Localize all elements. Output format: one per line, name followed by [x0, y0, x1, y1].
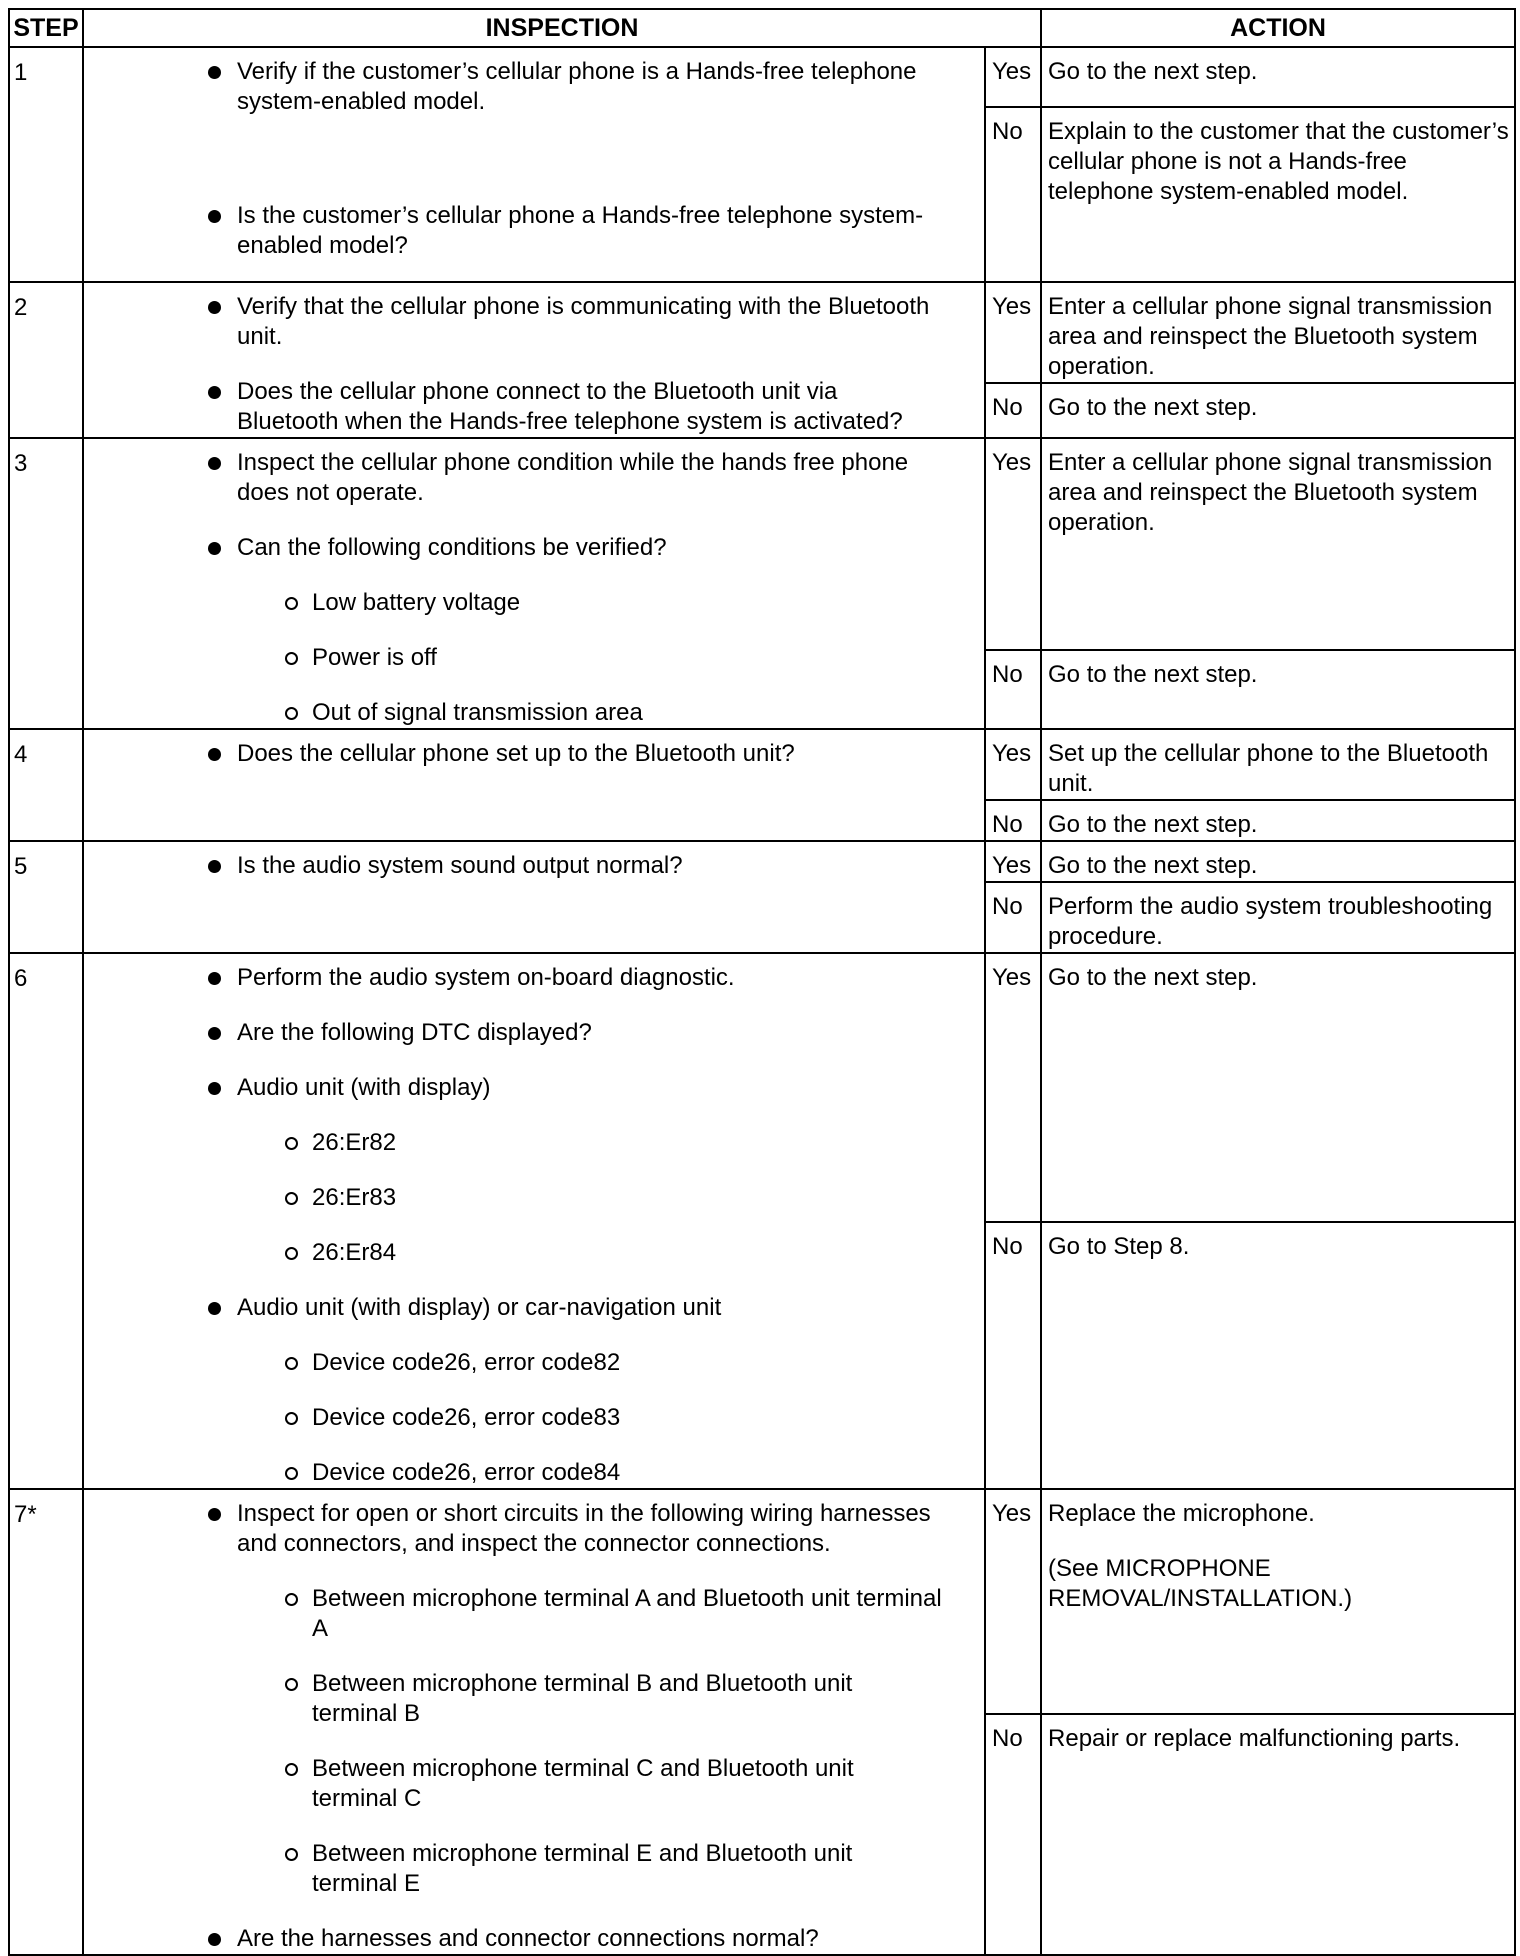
table-row-step-2: [9, 282, 1515, 383]
yes-label: Yes: [985, 438, 1041, 650]
sub-item: Device code26, error code82: [84, 1348, 944, 1378]
list-item: Is the audio system sound output normal?: [84, 851, 944, 881]
list-item: Perform the audio system on-board diagnostic.: [84, 963, 944, 993]
action-header: ACTION: [1041, 9, 1515, 47]
bullet-icon: [208, 1302, 221, 1315]
no-action: Go to the next step.: [1041, 800, 1515, 841]
inspection-cell: [83, 47, 985, 282]
circle-bullet-icon: [285, 1678, 298, 1691]
circle-bullet-icon: [285, 1192, 298, 1205]
table-row-step-7: [9, 1489, 1515, 1714]
inspection-cell: [83, 1489, 985, 1955]
step-number: 5: [9, 841, 83, 953]
bullet-icon: [208, 66, 221, 79]
inspection-cell: [83, 282, 985, 438]
bullet-icon: [208, 748, 221, 761]
yes-label: Yes: [985, 841, 1041, 882]
circle-bullet-icon: [285, 1357, 298, 1370]
table-row-step-6: [9, 953, 1515, 1222]
table-row-step-5: [9, 841, 1515, 882]
no-action: Repair or replace malfunctioning parts.: [1041, 1714, 1515, 1955]
bullet-icon: [208, 301, 221, 314]
bullet-icon: [208, 1933, 221, 1946]
step-number: 4: [9, 729, 83, 841]
bullet-icon: [208, 1027, 221, 1040]
bullet-icon: [208, 210, 221, 223]
no-label: No: [985, 1222, 1041, 1489]
header-row: [9, 9, 1515, 47]
sub-item: Device code26, error code83: [84, 1403, 944, 1433]
sub-item: Out of signal transmission area: [84, 698, 944, 728]
inspection-cell: [83, 953, 985, 1489]
circle-bullet-icon: [285, 1137, 298, 1150]
list-item: Does the cellular phone set up to the Bluetooth unit?: [84, 739, 944, 769]
step-number: 3: [9, 438, 83, 729]
sub-item: Device code26, error code84: [84, 1458, 944, 1488]
yes-action: Go to the next step.: [1041, 47, 1515, 107]
troubleshooting-table: [8, 8, 1516, 1956]
list-item: Verify that the cellular phone is communicating with the Bluetooth unit.: [84, 292, 944, 352]
circle-bullet-icon: [285, 707, 298, 720]
no-action: Go to the next step.: [1041, 650, 1515, 729]
no-action: Go to the next step.: [1041, 383, 1515, 438]
no-label: No: [985, 800, 1041, 841]
list-item: Inspect for open or short circuits in the following wiring harnesses and connectors, and inspect the connector connections.: [84, 1499, 944, 1559]
no-label: No: [985, 383, 1041, 438]
sub-item: Between microphone terminal A and Bluetooth unit terminal A: [84, 1584, 944, 1644]
sub-item: 26:Er83: [84, 1183, 944, 1213]
inspection-header: INSPECTION: [83, 9, 1041, 47]
inspection-cell: [83, 729, 985, 841]
circle-bullet-icon: [285, 1848, 298, 1861]
no-label: No: [985, 107, 1041, 282]
sub-item: Power is off: [84, 643, 944, 673]
yes-action: Go to the next step.: [1041, 841, 1515, 882]
step-number: 7*: [9, 1489, 83, 1955]
sub-item: 26:Er84: [84, 1238, 944, 1268]
bullet-icon: [208, 386, 221, 399]
bullet-icon: [208, 457, 221, 470]
step-number: 6: [9, 953, 83, 1489]
sub-item: Between microphone terminal B and Bluetooth unit terminal B: [84, 1669, 944, 1729]
yes-label: Yes: [985, 953, 1041, 1222]
step-number: 1: [9, 47, 83, 282]
no-label: No: [985, 1714, 1041, 1955]
yes-label: Yes: [985, 47, 1041, 107]
list-item: Inspect the cellular phone condition while the hands free phone does not operate.: [84, 448, 944, 508]
no-label: No: [985, 650, 1041, 729]
table-row-step-1: [9, 47, 1515, 107]
no-action: Go to Step 8.: [1041, 1222, 1515, 1489]
sub-item: Between microphone terminal E and Bluetooth unit terminal E: [84, 1839, 944, 1899]
circle-bullet-icon: [285, 1467, 298, 1480]
no-label: No: [985, 882, 1041, 953]
table-row-step-4: [9, 729, 1515, 800]
procedure-sheet: [8, 8, 1515, 1952]
sub-item: 26:Er82: [84, 1128, 944, 1158]
list-item: Audio unit (with display) or car-navigation unit: [84, 1293, 944, 1323]
step-header: STEP: [9, 9, 83, 47]
sub-item: Between microphone terminal C and Bluetooth unit terminal C: [84, 1754, 944, 1814]
circle-bullet-icon: [285, 1247, 298, 1260]
yes-label: Yes: [985, 1489, 1041, 1714]
list-item: Audio unit (with display): [84, 1073, 944, 1103]
yes-label: Yes: [985, 282, 1041, 383]
list-item: Can the following conditions be verified?: [84, 533, 944, 563]
list-item: Is the customer’s cellular phone a Hands-free telephone system-enabled model?: [84, 201, 944, 261]
circle-bullet-icon: [285, 1763, 298, 1776]
circle-bullet-icon: [285, 597, 298, 610]
yes-action: Replace the microphone. (See MICROPHONE REMOVAL/INSTALLATION.): [1041, 1489, 1515, 1714]
bullet-icon: [208, 972, 221, 985]
inspection-cell: [83, 841, 985, 953]
list-item: Does the cellular phone connect to the Bluetooth unit via Bluetooth when the Hands-free telephone system is activated?: [84, 377, 944, 437]
list-item: Are the following DTC displayed?: [84, 1018, 944, 1048]
no-action: Explain to the customer that the customer’s cellular phone is not a Hands-free telephone system-enabled model.: [1041, 107, 1515, 282]
bullet-icon: [208, 1508, 221, 1521]
circle-bullet-icon: [285, 1412, 298, 1425]
table-row-step-3: [9, 438, 1515, 650]
inspection-cell: [83, 438, 985, 729]
yes-label: Yes: [985, 729, 1041, 800]
yes-action: Set up the cellular phone to the Bluetooth unit.: [1041, 729, 1515, 800]
bullet-icon: [208, 542, 221, 555]
circle-bullet-icon: [285, 1593, 298, 1606]
yes-action: Enter a cellular phone signal transmission area and reinspect the Bluetooth system operation.: [1041, 282, 1515, 383]
yes-action: Enter a cellular phone signal transmission area and reinspect the Bluetooth system operation.: [1041, 438, 1515, 650]
yes-action: Go to the next step.: [1041, 953, 1515, 1222]
list-item: Are the harnesses and connector connections normal?: [84, 1924, 944, 1954]
circle-bullet-icon: [285, 652, 298, 665]
step-number: 2: [9, 282, 83, 438]
sub-item: Low battery voltage: [84, 588, 944, 618]
bullet-icon: [208, 860, 221, 873]
list-item: Verify if the customer’s cellular phone is a Hands-free telephone system-enabled model.: [84, 57, 944, 117]
no-action: Perform the audio system troubleshooting procedure.: [1041, 882, 1515, 953]
bullet-icon: [208, 1082, 221, 1095]
